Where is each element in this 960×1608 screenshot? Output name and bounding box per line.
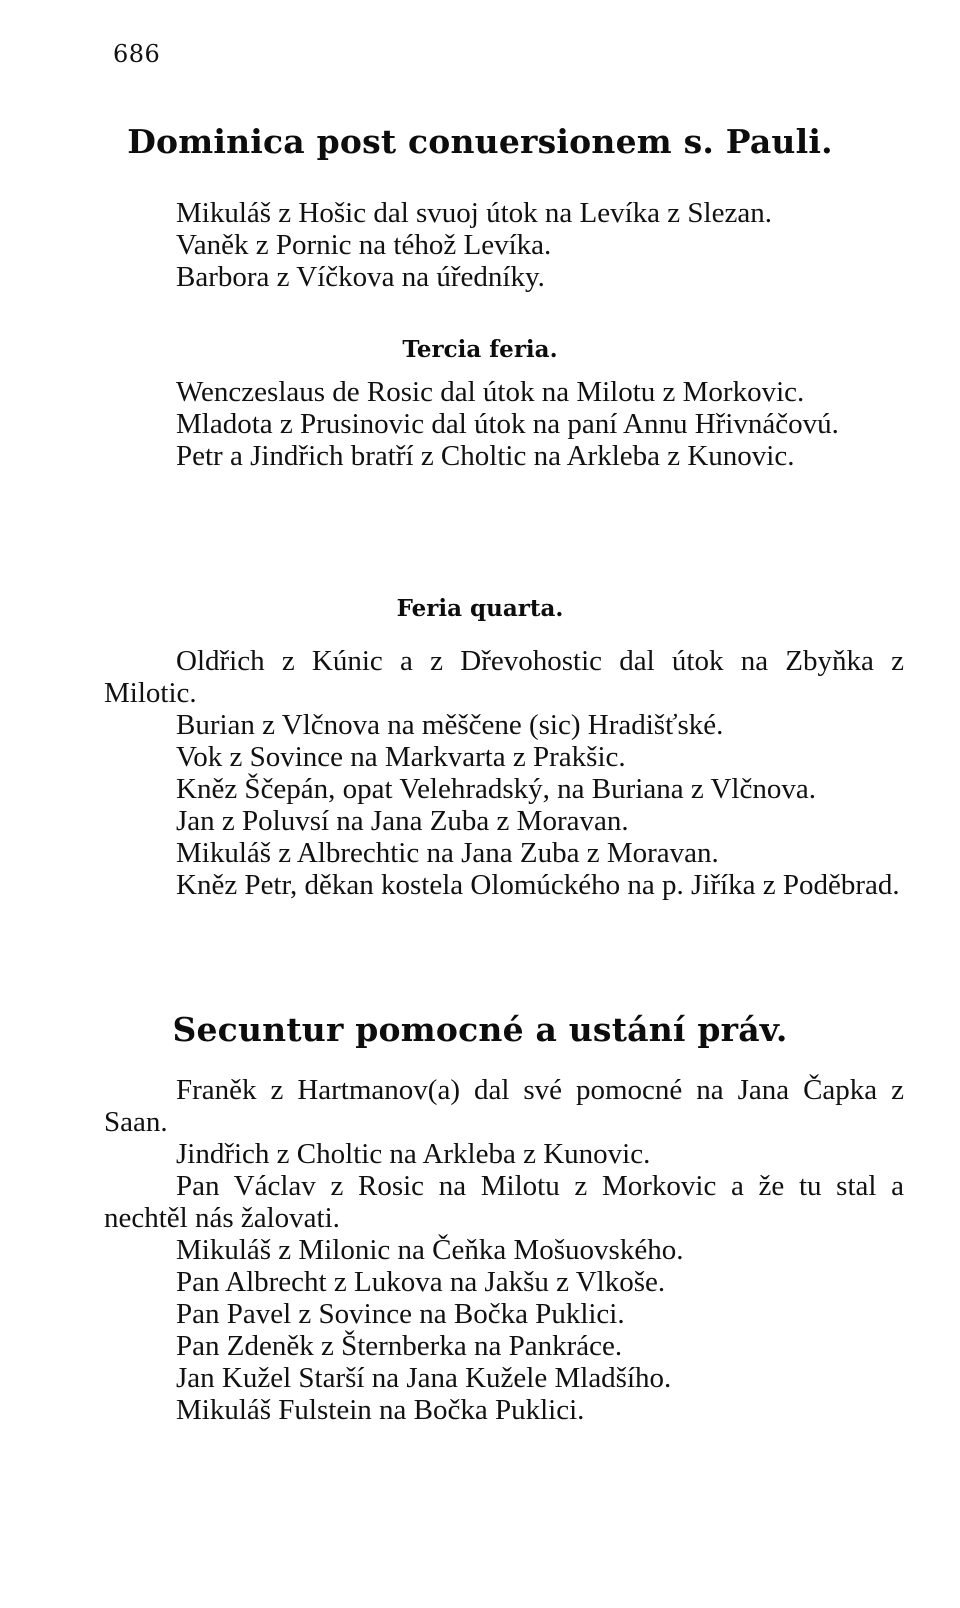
- entry: Vaněk z Pornic na téhož Levíka.: [176, 229, 552, 261]
- entry: Mikuláš Fulstein na Bočka Puklici.: [176, 1394, 585, 1426]
- entry: Pan Pavel z Sovince na Bočka Puklici.: [176, 1298, 625, 1330]
- entry: Kněz Ščepán, opat Velehradský, na Buriana z Vlčnova.: [176, 773, 816, 805]
- entry: Pan Václav z Rosic na Milotu z Morkovic a že tu stal a nechtěl nás žalovati.: [104, 1170, 904, 1234]
- heading-secuntur: Secuntur pomocné a ustání práv.: [172, 1010, 788, 1049]
- section-feria-quarta: [104, 645, 904, 901]
- section-dominica: [104, 197, 904, 293]
- section-tercia-feria: [104, 376, 904, 472]
- section-secuntur: [104, 1074, 904, 1426]
- entry: Barbora z Víčkova na úředníky.: [176, 261, 545, 293]
- entry: Vok z Sovince na Markvarta z Prakšic.: [176, 741, 626, 773]
- entry: Petr a Jindřich bratří z Choltic na Arkleba z Kunovic.: [176, 440, 795, 472]
- entry: Wenczeslaus de Rosic dal útok na Milotu z Morkovic.: [176, 376, 805, 408]
- entry: Jan Kužel Starší na Jana Kužele Mladšího.: [176, 1362, 672, 1394]
- entry: Oldřich z Kúnic a z Dřevohostic dal útok na Zbyňka z Milotic.: [104, 645, 904, 709]
- entry: Burian z Vlčnova na měščene (sic) Hradišťské.: [176, 709, 724, 741]
- entry: Mladota z Prusinovic dal útok na paní Annu Hřivnáčovú.: [176, 408, 839, 440]
- entry: Mikuláš z Hošic dal svuoj útok na Levíka z Slezan.: [176, 197, 772, 229]
- page-number: 686: [113, 40, 161, 68]
- heading-feria-quarta: Feria quarta.: [396, 595, 564, 622]
- heading-tercia-feria: Tercia feria.: [402, 336, 558, 363]
- entry: Mikuláš z Albrechtic na Jana Zuba z Moravan.: [176, 837, 719, 869]
- entry: Kněz Petr, děkan kostela Olomúckého na p. Jiříka z Poděbrad.: [176, 869, 900, 901]
- entry: Pan Zdeněk z Šternberka na Pankráce.: [176, 1330, 623, 1362]
- entry: Mikuláš z Milonic na Čeňka Mošuovského.: [176, 1234, 684, 1266]
- entry: Jan z Poluvsí na Jana Zuba z Moravan.: [176, 805, 629, 837]
- entry: Jindřich z Choltic na Arkleba z Kunovic.: [176, 1138, 651, 1170]
- entry: Pan Albrecht z Lukova na Jakšu z Vlkoše.: [176, 1266, 666, 1298]
- entry: Franěk z Hartmanov(a) dal své pomocné na Jana Čapka z Saan.: [104, 1074, 904, 1138]
- heading-dominica: Dominica post conuersionem s. Pauli.: [127, 122, 833, 161]
